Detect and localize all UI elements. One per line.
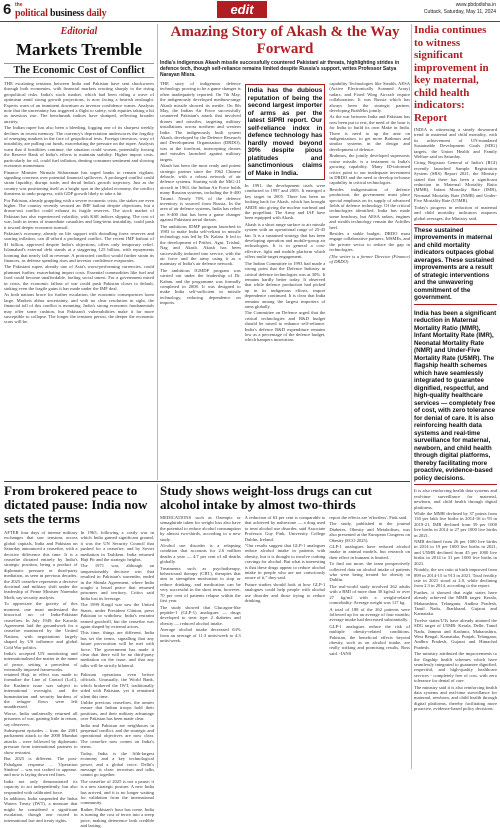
feature-para: Akash has been the most ready and potent strategic partner since the 1962 Chinese debacle, with a robust network of air defence systems. Starting with the MiG-21 aircraft in 1963, the Indian Air Force holds many Russian systems, including the S-400 Triumf. Nearly 70% of the defence inventory is sourced from Russia. In the area of air defence systems, India has relied on S-400 that has been a game changer against Pakistani aerial threats. (160, 163, 241, 223)
health-pull-quote-2 (414, 308, 497, 486)
feature-article (160, 24, 410, 344)
feature-para: Besides indigenisation of defence production, the government must place special emphasis on its supply of advanced fields of defence technology. Of the critical technologies identified, India has made some headway, but AESA radars, engines and stealth technology remain the Achilles heel. (329, 186, 411, 230)
editorial-subtitle: The Economic Cost of Conflict (4, 63, 154, 78)
feature-col-3 (329, 81, 410, 344)
drugs-para: "Our results suggest that GLP-1 analogues reduce alcohol intake in patients with obesity, but it is thought to involve curbing cravings for alcohol. But what is interesting is that these drugs appear to reduce alcohol intake in people who are not consciously aware of it," they said. (244, 543, 326, 581)
editorial-para: Finance Minister Nirmala Sitharaman has urged banks to remain vigilant, signaling concerns over potential financial spillovers. A prolonged conflict could strain liquidity, disrupt trade, and derail India's growth trajectory. Just as the country was positioning itself as a bright spot in the global economy, the conflict threatens to undo progress, with GDP growth likely to take a hit. (4, 169, 154, 197)
drugs-para: MEDICATIONS such as Ozempic or semaglutide taken for weight loss also have the potential to reduce alcohol consumption by almost two-thirds, according to a new study. (160, 515, 241, 542)
ceasefire-para: India not only demonstrated its capacity to act independently, but also responded with calibrated force. (4, 778, 78, 795)
drugs-col-1 (160, 515, 241, 763)
health-para: Further, it showed that eight states have already achieved the MMR target: Kerala, Maharashtra, Telangana, Andhra Pradesh, Tamil Nadu, Jharkhand, Gujarat and Karnataka. (414, 589, 497, 617)
ceasefire-para: The ceasefire of 2025 is not a pause; it is a new strategic posture. A new India has arrived, and it is no longer waiting for validation from the international community. (80, 778, 154, 806)
drugs-col-3 (329, 515, 410, 763)
ceasefire-title: From brokered peace to dictated pause: India now sets the terms (4, 483, 148, 526)
health-para: Twelve states/UTs have already attained the SDG target of U5MR: Kerala, Delhi, Tamil Nadu, Jammu and Kashmir, Maharashtra, West Bengal, Karnataka, Punjab, Telangana, Andhra Pradesh, Gujarat and Himachal Pradesh. (414, 617, 497, 650)
drugs-para: The real-world study involved 262 adults with a BMI of more than 30 kg/m2 or over 27 kg/m2 with a weight-related comorbidity. Average weight was 117 kg. (329, 583, 411, 606)
pull-quote (245, 84, 326, 180)
ceasefire-para: AFTER four days of intense military exchanges that saw tensions across global capitals, India and Pakistan on Saturday announced a ceasefire, with a decisive difference this time. It is a ceasefire dictated entirely by India's strategic position, being a product of diplomatic pressure or third-party mediation, as seen in previous decades, the 2025 ceasefire represents a decisive doctrinal and military shift under the leadership of Prime Minister Narendra Modi, say security analysts. (4, 530, 78, 600)
ceasefire-para: Today, India is the fifth-largest economy and a key technological power, and a global voice. Delhi's message is clear: terrorism and talks cannot go together. (80, 750, 154, 778)
website: www.pbdodisha.in (455, 2, 496, 8)
ceasefire-para: India and Pakistan are neighbours in perpetual conflict, and the strategic and operational objectives are now clear. The ceasefire now comes on India's terms. (80, 722, 154, 750)
drugs-para: Treatments such as psychotherapy, behavioural therapy (CBT), therapies that aim to strengthen motivation to stop or reduce drinking, and medication can be very successful in the short term, however, 70 per cent of patients relapse within the first year. (160, 565, 241, 604)
health-para: The ministry attributed the improvements to the flagship health schemes which have seamlessly integrated to guarantee dignified, respectful, and high-quality healthcare services - completely free of cost, with zero tolerance for denial of care. (414, 651, 497, 684)
drugs-para: report the effects are 'effortless', Fink said. (329, 515, 408, 520)
editorial (4, 26, 154, 326)
brand-tag: the (15, 2, 23, 8)
editorial-title: Markets Tremble (15, 40, 143, 59)
health-para: Today's progress in reduction of maternal and child mortality indicators outpaces global averages, the Ministry said. (414, 204, 497, 221)
editorial-para: As both nations brace for further escalation, the economic consequences loom large. Markets abhor uncertainty, and with no clear resolution in sight, the financial toll of this conflict is mounting. India's strong economic fundamentals may offer some cushion, but Pakistan's vulnerabilities make it far more susceptible to collapse. The longer the tensions persist, the deeper the economic scars will be. (4, 292, 154, 325)
health-body-1 (414, 127, 497, 221)
feature-para: The ambitious IGMDP program was carried out under the leadership of Dr. Kalam, and the programme was formally completed in 2008. It was designed to make India self-sufficient in missile technology, reducing dependence on imports. (160, 267, 241, 306)
drugs-para: The study, published in the journal Diabetes, Obesity and Metabolism, was also presented at the European Congress on Obesity (ECO 2025). (329, 521, 411, 543)
feature-columns (160, 81, 410, 344)
ceasefire-col-1 (4, 530, 78, 674)
drugs-columns (160, 515, 410, 763)
feature-para: Akash is a short range surface to air missile system with an operational range of 25-45 km. It is a sustained strategy that has been developing operation and mobile-group air technologies. It is in general a cost-effective, light and mobile platform which offers multi-target engagement. (244, 221, 326, 260)
editorial-para: For Pakistan, already grappling with a severe economic crisis, the stakes are even higher. The country recently secured an IMF bailout despite objections, but a drawn-out conflict could exhaust its fragile reserves. The stock market of Pakistan has also experienced volatility, with KSE indices slipping. The cost of war, both in terms of immediate casualties and long-term instability, could push it toward deeper economic turmoil. (4, 197, 154, 230)
feature-para: In 1991, the development trials were conducted in 1997 and 2005. It emerged a key target in 2005. There has been no looking back for Akash, which has brought ARDE into giving the nuclear warhead and the propellant. The Army and IAF have been equipped with Akash. (244, 183, 326, 221)
ceasefire-para: The 1971 war, although an unquestionably decisive win that resulted in Pakistan's surrender, ended in the Shimla Agreement, where India sought a broad peace that returned prisoners and territory. Critics said India lost its leverage. (80, 563, 154, 601)
ceasefire-para: This time, things are different. India has set the terms, signalling that any future provocation will be met with force. The government has made it clear that there will be no third-party mediation on the issue, and that any talks will be strictly bilateral. (80, 630, 154, 668)
feature-para: The Indian Committee in 1993 had made a strong point that the Defence Industry in critical defence technologies was at 30%. It remains hardly better today. It observed that while defence production had picked up in its indigenous efforts, import dependence continued. It is clear that India remains among the largest importers of arms globally. (244, 260, 326, 309)
drugs-para: The study showed that Glucagon-like peptide-1 (GLP-1) analogues — drugs developed to treat type 2 diabetes and obesity — reduced alcohol intake. (160, 604, 241, 626)
ceasefire-columns (4, 530, 154, 674)
ceasefire-para: In addition, India suspended the Indus Waters Treaty (IWT), a measure that might be considered a significant escalation, though one rooted in international law and treaty rights. (4, 795, 78, 823)
brand-name (15, 8, 106, 19)
header-meta (424, 2, 496, 16)
feature-para: The Committee on Defence urged that the critical technologies and R&D budget should be raised to enhance self-reliance. India's defence R&D expenditure remains low as a percentage of the defence budget, which hampers innovation. (244, 310, 326, 343)
ceasefire-para: In 1965, following a costly war in which India gained significant ground, it was the UN Security Council that pushed for a ceasefire, and by Soviet mediation in Tashkent. India returned Haji Pir and the strategic heights. (80, 530, 154, 563)
ceasefire-para: To appreciate the gravity of this moment, one must understand the historical arc of India-Pakistan ceasefires. In July 1949, the Karachi Agreement laid the groundwork for a ceasefire monitored by the United Nations, with negotiations largely shaped by US influence and global Cold War politics. (4, 601, 78, 650)
author-note: (The writer is a former Director (Finance) of DRDO) (329, 253, 411, 264)
health-quote-2: India has been a significant reduction in Maternal Mortality Ratio (MMR), Infant Mortality Rate (IMR), Neonatal Mortality Rate (NMR) and Under-Five Mortality Rate (U5MR). The flagship health schemes which have seamlessly integrated to guarantee dignified, respectful, and high-quality healthcare services — completely free of cost, with zero tolerance for denial of care. It is also reinforcing health data systems and real-time surveillance for maternal, newborn, and child health through digital platforms, thereby facilitating more proactive, evidence-based policy decisions. (414, 309, 497, 482)
feature-title: Amazing Story of Akash & the Way Forward (170, 24, 400, 57)
feature-para: The ambitious IDMP program launched in 1983 to make India self-reliant in missile technology was led by Dr. Kalam. It led to the development of Prithvi, Agni, Trishul, Nag and Akash. Akash has been successfully inducted into service, with the air force and the army using it as a mainstay of India's air defence network. (160, 223, 241, 267)
drugs-para: Average alcohol intake decreased 63% from an average of 11.3 units/week to 4.3 units/week. (160, 627, 241, 643)
ceasefire-col-4 (80, 672, 155, 828)
ceasefire-col-3 (4, 672, 78, 823)
feature-para: Brahmos, the jointly developed supersonic cruise missile, is a testament to India's growing capability. Many ID-informed critics point to our inadequate investment in DRDO and the need to develop in-house capability in critical technologies. (329, 153, 411, 186)
health-article (414, 24, 497, 713)
health-para: The ministry said it is also reinforcing health data systems and real-time surveillance for maternal, newborn, and child health through digital platforms, thereby facilitating more proactive, evidence-based policy decisions. (414, 684, 497, 712)
feature-col-2 (245, 81, 326, 344)
feature-col-1 (160, 81, 241, 344)
editorial-para: The Pakistani rupee, already one of Asia's worst-performing currencies, could plummet further, exacerbating import costs. Essential commodities like fuel and food could become unaffordable, fueling social unrest. For a government mired in crisis, the economic fallout of war could push Pakistan closer to default, sinking even the fragile gains it has made under the IMF deal. (4, 264, 154, 292)
drugs-para: To find out more, the team prospectively collected data on alcohol intake of patients who were being treated for obesity in Dublin. (329, 561, 411, 583)
brand-name-1: political (15, 8, 48, 19)
drugs-para: A total of 188 of the 262 patients were followed up for an average of four months; average intake had decreased substantially. (329, 606, 411, 623)
ceasefire-para: Worse, India unilaterally returned all prisoners of war, gaining little in return, say observers. (4, 710, 78, 727)
feature-para: As the war between India and Pakistan has now been put to rest, the need of the hour is for India to build its own Make in India. There is need to up the ante on indigenization, to get more Brahmos and similar systems in the design and development of defence. (329, 114, 411, 152)
drugs-col-2 (245, 515, 326, 763)
drugs-para: GLP-1 analogues have reduced alcohol intake in animal models, but research on their effect in humans is limited. (329, 544, 411, 560)
feature-para: THE story of indigenous defence technology proving to be a game changer is often inadequately reported. On 7th May, the indigenously developed medium-range Akash missile showed its mettle. On 8th May, the Indian Air Force successfully countered Pakistan's attack that involved drones and missiles, targeting military installations across northern and western India. The indigenously built system Akash, developed by the Defence Research and Development Organisation (DRDO), was at the forefront, intercepting drones and missiles launched against military targets. (160, 81, 241, 162)
editorial-para: The Indian rupee has also been a bleeding, logging one of its sharpest weekly declines in recent memory. The currency's depreciation underscores the fragility of emerging markets in the face of geopolitical tests. Foreign investors, wary of instability, are pulling out funds, exacerbating the pressure on the rupee. Analysts warn that if hostilities continue, the situation could worsen, potentially forcing the Reserve Bank of India's efforts to maintain stability. Higher import costs, particularly for oil, could fuel inflation, denting consumer sentiment and slowing economic momentum. (4, 125, 154, 169)
editorial-para: THE escalating tensions between India and Pakistan have sent shockwaves through both economies, with financial markets reacting sharply to the rising geopolitical risks. India's stock market, which had been riding a wave of optimism amid strong growth projections, is now facing a bearish onslaught. Experts warn of an imminent downturn as investor confidence wanes. Analysts note that the uncertainty has triggered a flight to safety, with equities taking a hit as investors rise. The benchmark indices have slumped, reflecting broader anxiety. (4, 81, 154, 124)
feature-deck: India's indigenous Akash missile successfully countered Pakistani air threats, highlighting strides in defence tech, though self-reliance remains limited despite Russia's support, writes Professor Satya Narayan Misra. (160, 60, 400, 78)
ceasefire-para: The 1999 Kargil war saw the United States, under President Clinton, press Pakistan to withdraw. India's restraint earned goodwill, but the ceasefire was again shaped by external actors. (80, 602, 154, 629)
editorial-kicker: Editorial (60, 26, 98, 37)
column-divider (411, 24, 412, 769)
page-number: 6 (3, 1, 12, 18)
health-title: India continues to witness significant improvement in key maternal, child health indicators: Report (414, 24, 489, 124)
drugs-para: A reduction of 63 per cent is comparable to that achieved by naltrexone — a drug used to treat alcohol use disorder, said Associate Professor Guy Fink, University College Dublin, Ireland. (244, 515, 326, 542)
editorial-body (4, 81, 154, 326)
health-para: Citing Registrar General of India's (RGI) recently launched Sample Registration System (SRS) Report 2021, the Ministry stated that there has been a significant reduction in Maternal Mortality Ratio (MMR), Infant Mortality Rate (IMR), Neonatal Mortality Rate (NMR) and Under-Five Mortality Rate (U5MR). (414, 160, 497, 204)
column-divider (157, 24, 158, 480)
health-pull-quote (414, 224, 497, 305)
ceasefire-continued (4, 672, 154, 828)
dateline: Cuttack, Saturday, May 11, 2024 (423, 9, 496, 15)
ceasefire-para: Subsequent episodes – from the 2001 parliament attack to the 2008 Mumbai attacks – were followed by diplomatic pressure from international partners to show restraint. (4, 728, 78, 755)
section-divider (4, 481, 410, 482)
column-divider (157, 484, 158, 768)
feature-para: Besides a stable budget, DRDO must engage collaborative partners, MSMEs, and the private sector to reduce the gap in technologies. (329, 230, 411, 253)
section-tag: edit (217, 1, 267, 18)
health-para: It is also reinforcing health data systems and real-time surveillance for maternal, newborn, and child health through digital platforms. (414, 488, 497, 510)
ceasefire-para: Rather, Pakistan's hour has come. India is turning the cost of terror into a steep price, making deterrence both credible and lasting. (80, 806, 154, 828)
brand-name-2: business (49, 8, 84, 19)
ceasefire-para: retained Haji, in effect was made to formalize the Line of Control (LoC), the Kashmir issue was subject to international oversight, and the humanitarian and security burdens of the refugee flows were left unaddressed. (4, 672, 78, 710)
health-para: Notably, the sex ratio at birth improved from 899 in 2014-15 to 913 in 2021. Total fertility rate in 2021 stood at 2.0, while declining from 2.3 in 2014, according to the report. (414, 567, 497, 589)
health-para: While the MMR declined by 37 points from 130 per lakh live births in 2014-16 to 93 in 2019-21, IMR declined from 39 per 1000 live births in 2014 to 27 per 1000 live births in 2021. (414, 511, 497, 538)
ceasefire-para: Pakistan operations even before officials. Unusually, the World Bank, which brokered the IWT, traditionally sided with Pakistan, yet it remained silent this time. (80, 672, 154, 699)
ceasefire-para: Unlike previous ceasefires, the armies ensure that Indian troops hold their positions, and their military advantage over Pakistan has been made clear. (80, 700, 154, 722)
health-para: INDIA is witnessing a steady downward trend in maternal and child mortality, with its achievement of UN-mandated Sustainable Development Goals (SDG) targets, the Union Health and Family Welfare said on Saturday. (414, 127, 497, 160)
ceasefire-para: But 2025 is different. The post-Pahalgam response – 'Operation Sindoor' – was not crafted to appease, and now is laying down red lines. (4, 756, 78, 778)
drugs-article (160, 484, 410, 763)
health-para: NMR declined from 26 per 1000 live births in 2014 to 19 per 1000 live births in 2021, and U5MR declined from 45 per 1000 live births in 2014 to 31 per 1000 live births in 2021. (414, 539, 497, 566)
drugs-para: Alcohol use disorder is a relapsing condition that accounts for 2.6 million deaths a year — 4.7 per cent of all deaths globally. (160, 543, 241, 565)
drugs-para: Future studies should look at how GLP-1 analogues could help people with alcohol use disorder and those trying to reduce drinking. (244, 581, 326, 604)
drugs-para: GLP-1 analogues reduce the risk of multiple obesity-related conditions. Pakistan, the beneficial effects beyond obesity, such as on alcohol intake, are really striking and promising results, Ross said. -IANS (329, 623, 411, 656)
drugs-title: Study shows weight-loss drugs can cut alcohol intake by almost two-thirds (160, 483, 373, 512)
ceasefire-article (4, 484, 154, 526)
health-quote-1: These sustained improvements in maternal and child mortality indicators outpaces global averages. These sustained improvements are a result of strategic interventions and the unwavering commitment of the government. (414, 226, 495, 302)
ceasefire-col-2 (81, 530, 155, 674)
editorial-para: Pakistan's economy, already on life support with dwindling forex reserves and soaring inflation, can ill-afford a prolonged conflict. The recent IMF bailout of $1 billion, approved despite India's objections, offers only temporary relief. Islamabad's external debt stands at a staggering 125 billion, with repayments looming that nearly fall in revenue. A protracted conflict would further strain its finances, as defense spending rises and investor confidence evaporates. (4, 230, 154, 263)
masthead (0, 0, 500, 22)
ceasefire-para: India's accepted UN monitoring and internationalised the matter in the name of peace, setting a precedent of externally imposed frameworks. (4, 650, 78, 673)
brand-name-3: daily (86, 8, 107, 19)
health-body-2 (414, 488, 497, 711)
feature-para: capability Technologies like Stealth, AESA (Active Electronically Scanned Array) radars, and Fixed Wing Aircraft require collaboration. It was Russia which has always been the strategic partner, developing BrahMos jointly. (329, 81, 411, 114)
pull-quote-text: India has the dubious reputation of being the second largest importer of arms as per the latest SIPRI report. Our self-reliance index in defence technology has hardly moved beyond 30% despite pious platitudes and sanctimonious claims of Make in India. (247, 87, 323, 177)
